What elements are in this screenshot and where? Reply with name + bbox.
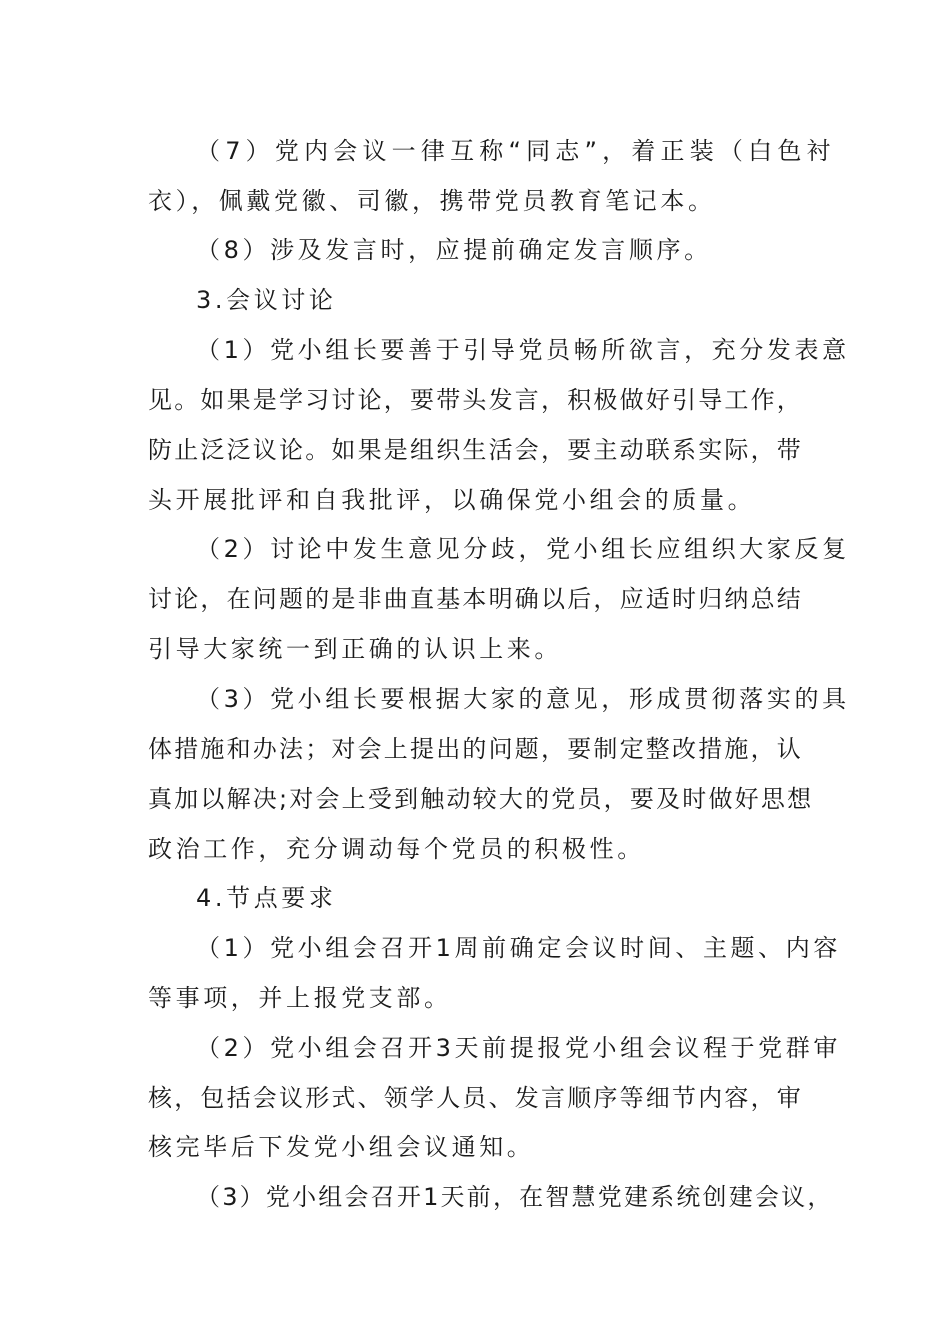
paragraph-line: 防止泛泛议论。如果是组织生活会，要主动联系实际，带 <box>148 436 803 464</box>
paragraph-line: 讨论，在问题的是非曲直基本明确以后，应适时归纳总结 <box>148 585 803 613</box>
paragraph-line: （1）党小组长要善于引导党员畅所欲言，充分发表意 <box>196 336 850 364</box>
paragraph-line: 等事项，并上报党支部。 <box>148 984 452 1012</box>
paragraph-line: 头开展批评和自我批评，以确保党小组会的质量。 <box>148 486 756 514</box>
paragraph-line: （3）党小组长要根据大家的意见，形成贯彻落实的具 <box>196 685 850 713</box>
paragraph-line: （2）讨论中发生意见分歧，党小组长应组织大家反复 <box>196 535 850 563</box>
paragraph-line: （7）党内会议一律互称“同志”，着正装（白色衬 <box>196 137 836 165</box>
paragraph-line: （3）党小组会召开1天前，在智慧党建系统创建会议， <box>196 1183 834 1211</box>
paragraph-line: 衣），佩戴党徽、司徽，携带党员教育笔记本。 <box>148 187 716 215</box>
paragraph-line: （1）党小组会召开1周前确定会议时间、主题、内容 <box>196 934 841 962</box>
paragraph-line: （8）涉及发言时，应提前确定发言顺序。 <box>196 236 712 264</box>
paragraph-line: 引导大家统一到正确的认识上来。 <box>148 635 562 663</box>
section-heading: 3.会议讨论 <box>196 286 337 314</box>
paragraph-line: 体措施和办法；对会上提出的问题，要制定整改措施，认 <box>148 735 803 763</box>
paragraph-line: （2）党小组会召开3天前提报党小组会议程于党群审 <box>196 1034 841 1062</box>
section-heading: 4.节点要求 <box>196 884 337 912</box>
paragraph-line: 真加以解决;对会上受到触动较大的党员，要及时做好思想 <box>148 785 814 813</box>
paragraph-line: 见。如果是学习讨论，要带头发言，积极做好引导工作， <box>148 386 803 414</box>
paragraph-line: 核，包括会议形式、领学人员、发言顺序等细节内容，审 <box>148 1084 803 1112</box>
paragraph-line: 核完毕后下发党小组会议通知。 <box>148 1133 535 1161</box>
paragraph-line: 政治工作，充分调动每个党员的积极性。 <box>148 835 645 863</box>
